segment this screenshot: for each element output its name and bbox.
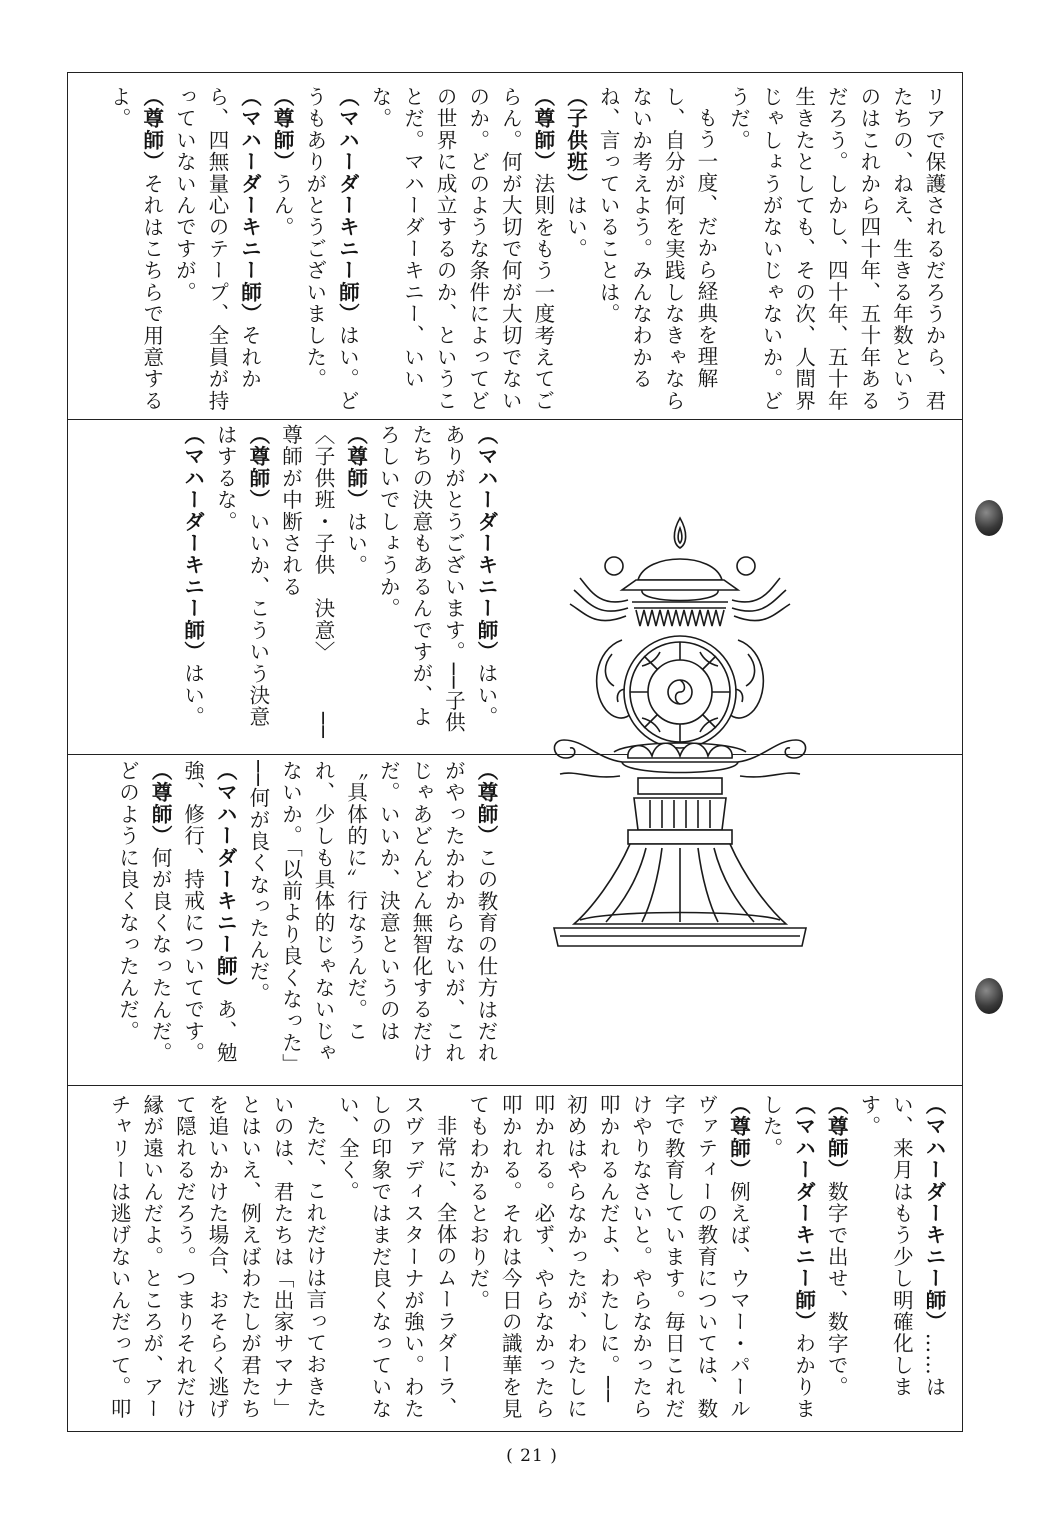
stage-direction	[274, 424, 339, 748]
paragraph-text: はい。ありがとうございます。──子供たちの決意もあるんですが、よろしいでしょうか。	[376, 424, 498, 734]
paragraph-text: リアで保護されるだろうから、君たちの、ねえ、生きる年数というのはこれから四十年、五十年あるだろう。しかし、四十年、五十年生きたとしても、その次、人間界じゃしょうがないじゃないか。どうだ。	[726, 86, 946, 412]
speaker-label: （尊師）	[343, 424, 368, 511]
stage-label: 〈子供班・子供 決意〉	[311, 424, 336, 663]
paragraph-text: はい。	[180, 662, 205, 728]
paragraph	[331, 1094, 461, 1420]
paragraph	[103, 86, 168, 416]
speaker-label: （マハーダーキニー師）	[213, 760, 238, 999]
binder-hole	[975, 500, 1003, 536]
paragraph	[559, 86, 592, 416]
dharma-wheel-emblem-illustration	[510, 440, 850, 960]
page-number: ( 21 )	[506, 1446, 558, 1466]
paragraph	[241, 760, 502, 1078]
paragraph	[461, 1094, 754, 1420]
paragraph	[852, 1094, 950, 1420]
paragraph-text: ……はい、来月はもう少し明確化します。	[856, 1094, 946, 1398]
paragraph-text: 数字で出せ、数字で。	[824, 1180, 849, 1398]
paragraph	[176, 424, 209, 748]
speaker-label: （尊師）	[270, 86, 295, 173]
stage-direction-text: ──尊師が中断される	[278, 424, 336, 739]
paragraph-text: それはこちらで用意するよ。	[107, 86, 164, 412]
paragraph-text: はい。どうもありがとうございました。	[302, 86, 360, 412]
paragraph-text: はい。	[563, 194, 588, 260]
paragraph-text: わかりました。	[759, 1094, 816, 1420]
paragraph-text: 非常に、全体のムーラダーラ、スヴァディスターナが強い。わたしの印象ではまだ良くなっていない、全く。	[335, 1094, 458, 1420]
section-divider-3	[68, 1085, 962, 1086]
paragraph-text: 法則をもう一度考えてごらん。何が大切で何が大切でないのか。どのような条件によってどの世界に成立するのか、ということだ。マハーダーキニー、いいな。	[367, 86, 555, 412]
text-block-3	[82, 760, 502, 1078]
speaker-label: （マハーダーキニー師）	[791, 1094, 816, 1333]
paragraph-text: 例えば、ウマー・パールヴァティーの教育については、数字で教育しています。毎日これだけやりなさいと。やらなかったら叩かれるんだよ、わたしに。──初めはやらなかったが、わたしに叩かれる。必ず、やらなかったら叩かれる。それは今日の識華を見てもわかるとおりだ。	[465, 1094, 751, 1420]
paragraph	[176, 760, 241, 1078]
speaker-label: （尊師）	[139, 86, 164, 173]
speaker-label: （子供班）	[563, 86, 588, 195]
speaker-label: （尊師）	[530, 86, 555, 173]
paragraph-text: うん。	[270, 172, 295, 238]
section-divider-1	[68, 419, 962, 420]
paragraph	[754, 1094, 819, 1420]
text-block-1	[82, 86, 950, 416]
paragraph-text: この教育の仕方はだれがやったかわからないが、これじゃあどんどん無智化するだけだ。いいか、決意というのは〝具体的に〟行なうんだ。これ、少しも具体的じゃないじゃないか。「以前より良くなった」──何が良くなったんだ。	[245, 760, 498, 1076]
text-block-2	[82, 424, 502, 748]
paragraph	[820, 1094, 853, 1420]
paragraph	[339, 424, 372, 748]
speaker-label: （マハーダーキニー師）	[237, 86, 262, 325]
paragraph	[298, 86, 363, 416]
paragraph	[103, 1094, 331, 1420]
paragraph	[111, 760, 176, 1078]
paragraph	[363, 86, 559, 416]
speaker-label: （尊師）	[245, 424, 270, 511]
speaker-label: （マハーダーキニー師）	[180, 424, 205, 663]
speaker-label: （尊師）	[474, 760, 498, 847]
paragraph-text: ただ、これだけは言っておきたいのは、君たちは「出家サマナ」とはいえ、例えばわたしが君たちを追いかけた場合、おそらく逃げて隠れるだろう。つまりそれだけ縁が遠いんだよ。ところが、アーチャリーは逃げないんだって。叩	[107, 1094, 327, 1420]
paragraph	[266, 86, 299, 416]
paragraph	[209, 424, 274, 748]
speaker-label: （尊師）	[824, 1094, 849, 1181]
paragraph-text: あ、勉強、修行、持戒についてです。	[180, 760, 238, 1064]
speaker-label: （マハーダーキニー師）	[922, 1094, 946, 1333]
paragraph-text: もう一度、だから経典を理解し、自分が何を実践しなきゃならないか考えよう。みんなわかるね、言っていることは。	[596, 86, 718, 412]
paragraph	[591, 86, 721, 416]
paragraph-text: それから、四無量心のテープ、全員が持っていないんですが。	[172, 86, 262, 412]
text-block-4	[82, 1094, 950, 1420]
paragraph	[168, 86, 266, 416]
paragraph	[372, 424, 502, 748]
speaker-label: （マハーダーキニー師）	[474, 424, 498, 663]
paragraph-text: 何が良くなったんだ。どのように良くなったんだ。	[115, 760, 173, 1064]
speaker-label: （尊師）	[148, 760, 173, 847]
paragraph	[722, 86, 950, 416]
speaker-label: （マハーダーキニー師）	[335, 86, 360, 325]
paragraph-text: いいか、こういう決意はするな。	[213, 424, 270, 728]
paragraph-text: はい。	[343, 510, 368, 576]
binder-hole	[975, 978, 1003, 1014]
speaker-label: （尊師）	[726, 1094, 751, 1181]
